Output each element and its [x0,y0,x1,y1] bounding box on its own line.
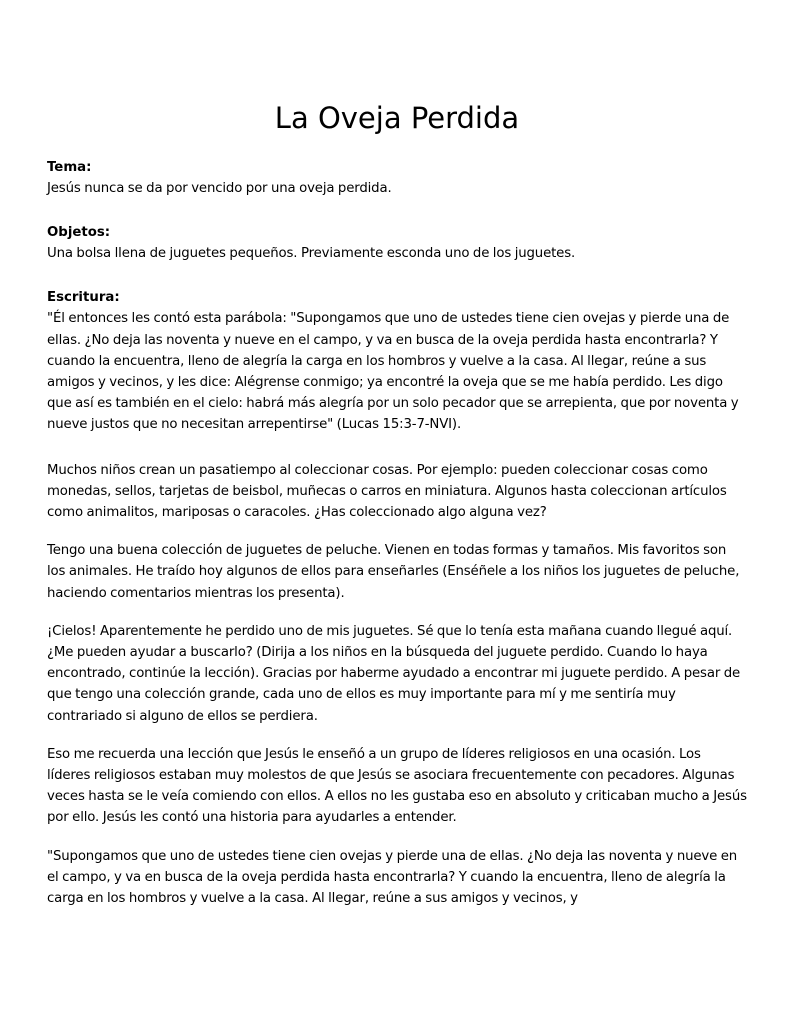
tema-text: Jesús nunca se da por vencido por una oveja perdida. [47,181,392,196]
body-paragraph-4: Eso me recuerda una lección que Jesús le enseñó a un grupo de líderes religiosos en una ocasión. Los líderes religiosos estaban muy molestos de que Jesús se asociara frecuentemente con pecadores. Algunas veces hasta se le veía comiendo con ellos. A ellos no les gustaba eso en absoluto y criticaban mucho a Jesús por ello. Jesús les contó una historia para ayudarles a entender. [47,746,747,826]
page-title: La Oveja Perdida [274,101,520,135]
escritura-label: Escritura: [47,290,120,306]
document-page [47,96,747,926]
body-paragraph-3: ¡Cielos! Aparentemente he perdido uno de mis juguetes. Sé que lo tenía esta mañana cuando llegué aquí. ¿Me pueden ayudar a buscarlo? (Dirija a los niños en la búsqueda del juguete perdido. Cuando lo haya encontrado, continúe la lección). Gracias por haberme ayudado a encontrar mi juguete perdido. A pesar de que tengo una colección grande, cada uno de ellos es muy importante para mí y me sentiría muy contrariado si alguno de ellos se perdiera. [47,623,741,724]
tema-section [47,158,747,199]
objetos-text: Una bolsa llena de juguetes pequeños. Previamente esconda uno de los juguetes. [47,246,576,262]
body-paragraph-1: Muchos niños crean un pasatiempo al coleccionar cosas. Por ejemplo: pueden coleccionar cosas como monedas, sellos, tarjetas de beisbol, muñecas o carros en miniatura. Algunos hasta coleccionan artículos como animalitos, mariposas o caracoles. ¿Has coleccionado algo alguna vez? [47,462,727,521]
body-paragraph-5: "Supongamos que uno de ustedes tiene cien ovejas y pierde una de ellas. ¿No deja las noventa y nueve en el campo, y va en busca de la oveja perdida hasta encontrarla? Y cuando la encuentra, lleno de alegría la carga en los hombros y vuelve a la casa. Al llegar, reúne a sus amigos y vecinos, y [47,848,738,907]
tema-label: Tema: [47,160,92,175]
body-paragraph-2: Tengo una buena colección de juguetes de peluche. Vienen en todas formas y tamaños. Mis favoritos son los animales. He traído hoy algunos de ellos para enseñarles (Enséñele a los niños los juguetes de peluche, haciendo comentarios mientras los presenta). [47,543,740,601]
escritura-section [47,288,747,435]
objetos-section [47,223,747,264]
objetos-label: Objetos: [47,225,111,241]
escritura-text: "Él entonces les contó esta parábola: "Supongamos que uno de ustedes tiene cien ovejas y pierde una de ellas. ¿No deja las noventa y nueve en el campo, y va en busca de la oveja perdida hasta encontrarla? Y cuando la encuentra, lleno de alegría la carga en los hombros y vuelve a la casa. Al llegar, reúne a sus amigos y vecinos, y les dice: Alégrense conmigo; ya encontré la oveja que se me había perdido. Les digo que así es también en el cielo: habrá más alegría por un solo pecador que se arrepienta, que por noventa y nueve justos que no necesitan arrepentirse" (Lucas 15:3-7-NVI). [47,311,739,433]
